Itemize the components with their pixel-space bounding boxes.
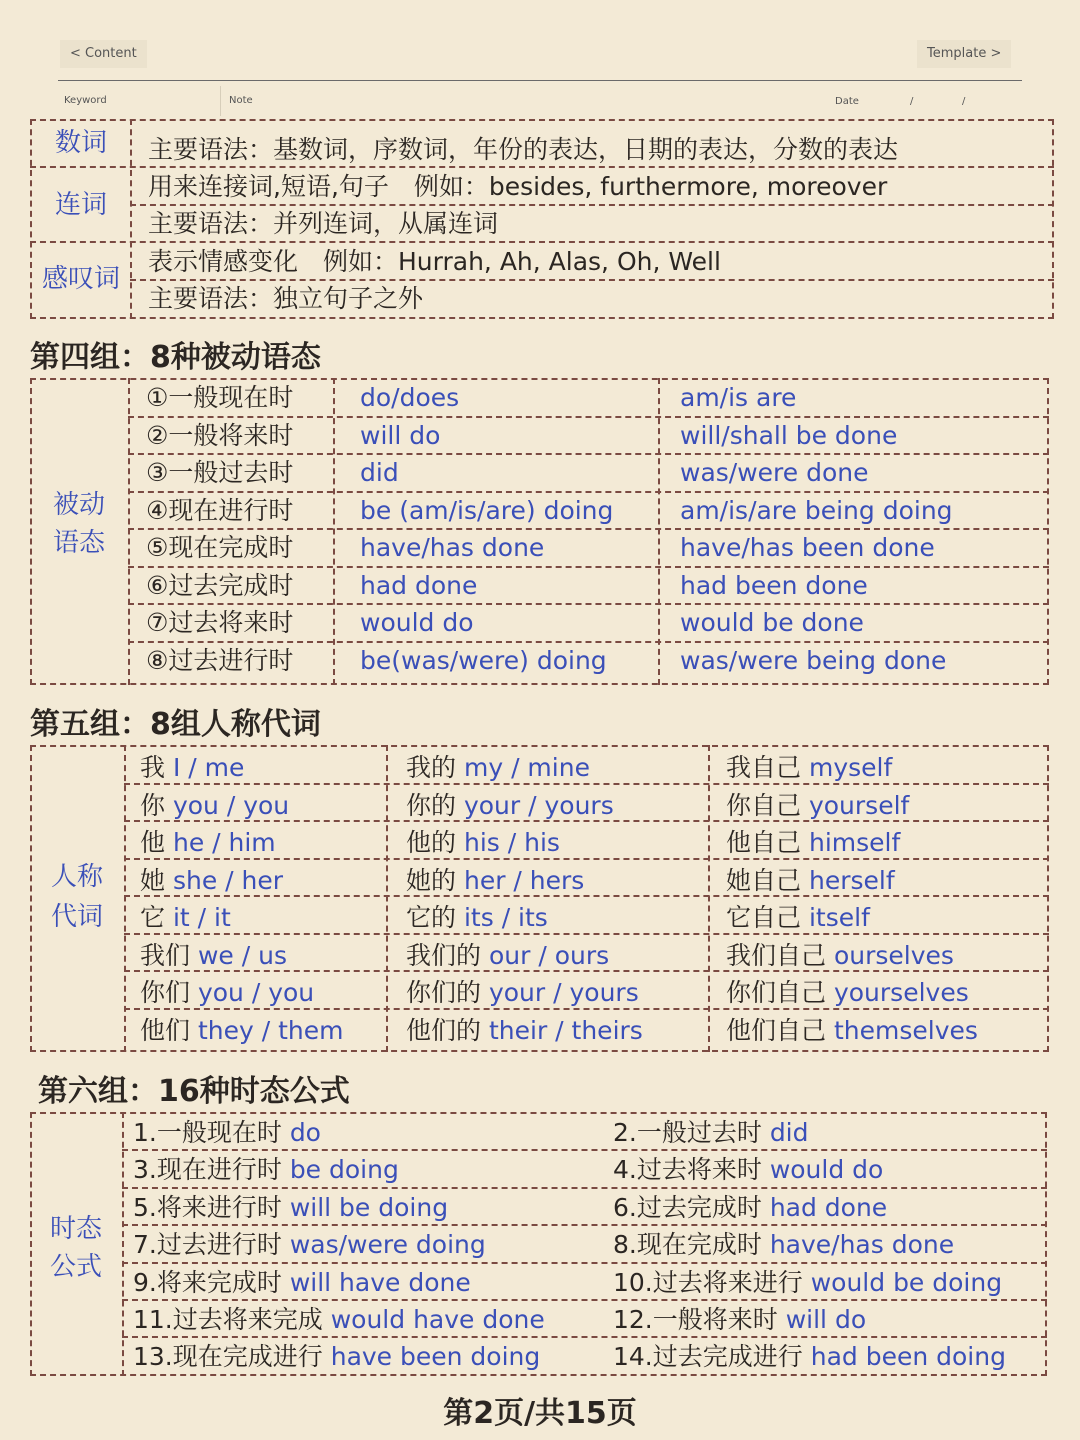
possessive-pronoun xyxy=(406,824,560,861)
tense-name: 14.过去完成进行 xyxy=(613,1342,803,1372)
tense-name: 6.过去完成时 xyxy=(613,1192,762,1222)
reflexive-pronoun xyxy=(726,937,954,974)
tense-formula: would be doing xyxy=(810,1267,1003,1297)
reflexive-pronoun xyxy=(726,974,969,1011)
tense-name: 11.过去将来完成 xyxy=(133,1305,323,1334)
tense-name: ①一般现在时 xyxy=(146,383,294,412)
tense-formula-right xyxy=(613,1151,883,1188)
tense-formula-right xyxy=(613,1226,954,1263)
section6-title: 第六组：16种时态公式 xyxy=(38,1074,350,1109)
pronoun-english: you / you xyxy=(172,790,290,820)
date-separator: / xyxy=(910,96,914,107)
passive-form: had been done xyxy=(680,570,868,600)
tense-formula: would do xyxy=(769,1155,884,1185)
tense-name: 3.现在进行时 xyxy=(133,1155,282,1185)
tense-name: 7.过去进行时 xyxy=(133,1230,282,1260)
active-form: had done xyxy=(360,570,478,600)
table-row-divider xyxy=(124,820,1049,822)
active-form: have/has done xyxy=(360,533,545,562)
pronoun-label-line1: 人称 xyxy=(50,862,103,892)
tense-name: ④现在进行时 xyxy=(146,495,294,525)
tense-name: ⑥过去完成时 xyxy=(146,570,294,600)
subject-object-pronoun xyxy=(140,1012,344,1049)
subject-object-pronoun xyxy=(140,862,283,899)
tense-name: 8.现在完成时 xyxy=(613,1230,762,1260)
subject-object-pronoun xyxy=(140,749,244,786)
tense-name: ⑧过去进行时 xyxy=(146,645,294,675)
tense-formula: will have done xyxy=(289,1267,471,1297)
tense-name: ⑤现在完成时 xyxy=(146,533,294,562)
active-form: do/does xyxy=(360,383,460,412)
passive-voice-label-line1: 被动 xyxy=(52,490,105,520)
tense-formula-right xyxy=(613,1338,1006,1375)
tense-name: 5.将来进行时 xyxy=(133,1192,282,1222)
pronoun-chinese: 你 xyxy=(140,790,166,820)
tense-formula: have/has done xyxy=(769,1230,955,1260)
tense-formula-left xyxy=(133,1301,545,1338)
pronoun-english: she / her xyxy=(172,865,284,895)
passive-form: have/has been done xyxy=(680,533,935,562)
pronoun-english: yourself xyxy=(808,790,910,820)
active-form: did xyxy=(360,458,399,487)
pronoun-chinese: 她的 xyxy=(406,865,457,895)
pronoun-chinese: 我 xyxy=(140,753,166,782)
tense-formula: be doing xyxy=(289,1155,399,1185)
pronoun-chinese: 他自己 xyxy=(726,828,802,857)
table-divider xyxy=(128,378,130,685)
pronoun-chinese: 我们的 xyxy=(406,940,482,970)
tense-formula-left xyxy=(133,1338,540,1375)
tense-formula: would have done xyxy=(330,1305,545,1334)
possessive-pronoun xyxy=(406,937,609,974)
active-form: be(was/were) doing xyxy=(360,645,607,675)
passive-form: will/shall be done xyxy=(680,420,898,450)
template-button[interactable]: Template > xyxy=(917,40,1011,68)
tense-formula: will be doing xyxy=(289,1192,449,1222)
possessive-pronoun xyxy=(406,749,590,786)
pronoun-label-line2: 代词 xyxy=(50,902,103,932)
tense-formula-right xyxy=(613,1114,809,1151)
pronoun-english: myself xyxy=(808,753,893,782)
tense-name: 9.将来完成时 xyxy=(133,1267,282,1297)
pronoun-english: ourselves xyxy=(833,940,954,970)
header-divider xyxy=(58,80,1022,81)
pronoun-chinese: 你们 xyxy=(140,978,191,1007)
pronoun-chinese: 她自己 xyxy=(726,865,802,895)
note-label: Note xyxy=(229,95,253,106)
subject-object-pronoun xyxy=(140,824,276,861)
pronoun-chinese: 他们的 xyxy=(406,1015,482,1045)
table-divider xyxy=(130,119,132,319)
table-row-divider xyxy=(124,1008,1049,1010)
possessive-pronoun xyxy=(406,787,614,824)
pronoun-english: they / them xyxy=(197,1015,344,1045)
page-number: 第2页/共15页 xyxy=(443,1396,637,1431)
reflexive-pronoun xyxy=(726,824,900,861)
pronoun-chinese: 她 xyxy=(140,865,166,895)
pronoun-english: my / mine xyxy=(463,753,590,782)
possessive-pronoun xyxy=(406,974,639,1011)
tense-name: ③一般过去时 xyxy=(146,458,294,487)
table-divider xyxy=(708,745,710,1052)
pronoun-chinese: 我们 xyxy=(140,940,191,970)
tense-name: 13.现在完成进行 xyxy=(133,1342,323,1372)
section5-title: 第五组：8组人称代词 xyxy=(30,707,321,742)
table-row-divider xyxy=(124,895,1049,897)
tense-formula-left xyxy=(133,1114,321,1151)
active-form: would do xyxy=(360,608,474,637)
table-divider xyxy=(333,378,335,685)
tense-name: 2.一般过去时 xyxy=(613,1118,762,1147)
table-divider xyxy=(386,745,388,1052)
date-separator: / xyxy=(962,96,966,107)
tense-formula: have been doing xyxy=(330,1342,541,1372)
tense-formula: do xyxy=(289,1118,321,1147)
tense-formula-label-line2: 公式 xyxy=(49,1252,102,1282)
pronoun-english: it / it xyxy=(172,903,231,932)
possessive-pronoun xyxy=(406,899,548,936)
pronoun-english: your / yours xyxy=(488,978,639,1007)
reflexive-pronoun xyxy=(726,1012,978,1049)
tense-formula-left xyxy=(133,1151,399,1188)
pronoun-english: you / you xyxy=(197,978,315,1007)
pronoun-chinese: 它的 xyxy=(406,903,457,932)
tense-formula-right xyxy=(613,1301,866,1338)
numeral-label: 数词 xyxy=(54,128,107,158)
pronoun-chinese: 它 xyxy=(140,903,166,932)
reflexive-pronoun xyxy=(726,749,892,786)
tense-formula-left xyxy=(133,1226,486,1263)
passive-form: was/were done xyxy=(680,458,869,487)
pronoun-chinese: 它自己 xyxy=(726,903,802,932)
pronoun-chinese: 他们自己 xyxy=(726,1015,827,1045)
pronoun-english: he / him xyxy=(172,828,276,857)
pronoun-english: your / yours xyxy=(463,790,614,820)
keyword-label: Keyword xyxy=(64,95,107,106)
pronoun-chinese: 我们自己 xyxy=(726,940,827,970)
numeral-grammar: 主要语法：基数词，序数词，年份的表达，日期的表达，分数的表达 xyxy=(148,135,899,164)
tense-formula-left xyxy=(133,1264,471,1301)
pronoun-english: our / ours xyxy=(488,940,610,970)
pronoun-chinese: 他们 xyxy=(140,1015,191,1045)
interjection-examples: 表示情感变化 例如：Hurrah, Ah, Alas, Oh, Well xyxy=(148,247,721,276)
pronoun-english: its / its xyxy=(463,903,548,932)
active-form: will do xyxy=(360,420,441,450)
interjection-grammar: 主要语法：独立句子之外 xyxy=(148,284,424,313)
table-row-divider xyxy=(124,933,1049,935)
subject-object-pronoun xyxy=(140,787,289,824)
active-form: be (am/is/are) doing xyxy=(360,495,614,525)
table-row-divider xyxy=(124,783,1049,785)
tense-name: 12.一般将来时 xyxy=(613,1305,778,1334)
tense-name: 1.一般现在时 xyxy=(133,1118,282,1147)
back-to-content-button[interactable]: < Content xyxy=(60,40,147,68)
tense-formula: had done xyxy=(769,1192,888,1222)
tense-name: 10.过去将来进行 xyxy=(613,1267,803,1297)
passive-form: would be done xyxy=(680,608,864,637)
pronoun-chinese: 我的 xyxy=(406,753,457,782)
pronoun-chinese: 我自己 xyxy=(726,753,802,782)
pronoun-english: their / theirs xyxy=(488,1015,643,1045)
date-label: Date xyxy=(835,96,859,107)
possessive-pronoun xyxy=(406,1012,643,1049)
table-row-divider xyxy=(124,858,1049,860)
pronoun-english: we / us xyxy=(197,940,287,970)
pronoun-english: themselves xyxy=(833,1015,978,1045)
table-row-divider xyxy=(124,970,1049,972)
interjection-label: 感叹词 xyxy=(41,264,120,294)
section4-title: 第四组：8种被动语态 xyxy=(30,340,321,375)
tense-name: ②一般将来时 xyxy=(146,420,294,450)
pronoun-english: her / hers xyxy=(463,865,585,895)
tense-formula: was/were doing xyxy=(289,1230,486,1260)
tense-name: ⑦过去将来时 xyxy=(146,608,294,637)
tense-formula: will do xyxy=(785,1305,867,1334)
table-divider xyxy=(124,745,126,1052)
passive-form: was/were being done xyxy=(680,645,947,675)
subject-object-pronoun xyxy=(140,899,231,936)
tense-formula-right xyxy=(613,1264,1002,1301)
conjunction-label: 连词 xyxy=(54,190,107,220)
passive-voice-label-line2: 语态 xyxy=(52,528,105,558)
tense-name: 4.过去将来时 xyxy=(613,1155,762,1185)
tense-formula-left xyxy=(133,1189,448,1226)
table-divider xyxy=(658,378,660,685)
reflexive-pronoun xyxy=(726,899,870,936)
reflexive-pronoun xyxy=(726,862,895,899)
tense-formula-label-line1: 时态 xyxy=(49,1214,102,1244)
conjunction-examples: 用来连接词,短语,句子 例如：besides, furthermore, moreover xyxy=(148,172,888,201)
conjunction-grammar: 主要语法：并列连词，从属连词 xyxy=(148,209,499,238)
passive-form: am/is/are being doing xyxy=(680,495,953,525)
possessive-pronoun xyxy=(406,862,584,899)
column-divider xyxy=(220,86,221,116)
subject-object-pronoun xyxy=(140,937,287,974)
pronoun-english: I / me xyxy=(172,753,245,782)
tense-formula: did xyxy=(769,1118,809,1147)
subject-object-pronoun xyxy=(140,974,314,1011)
passive-form: am/is are xyxy=(680,383,797,412)
pronoun-chinese: 他的 xyxy=(406,828,457,857)
pronoun-english: herself xyxy=(808,865,895,895)
reflexive-pronoun xyxy=(726,787,909,824)
pronoun-chinese: 你们自己 xyxy=(726,978,827,1007)
pronoun-chinese: 你的 xyxy=(406,790,457,820)
pronoun-chinese: 你们的 xyxy=(406,978,482,1007)
pronoun-english: himself xyxy=(808,828,901,857)
pronoun-chinese: 他 xyxy=(140,828,166,857)
tense-formula-right xyxy=(613,1189,887,1226)
pronoun-english: his / his xyxy=(463,828,560,857)
pronoun-english: itself xyxy=(808,903,870,932)
pronoun-english: yourselves xyxy=(833,978,969,1007)
pronoun-chinese: 你自己 xyxy=(726,790,802,820)
tense-formula: had been doing xyxy=(810,1342,1006,1372)
